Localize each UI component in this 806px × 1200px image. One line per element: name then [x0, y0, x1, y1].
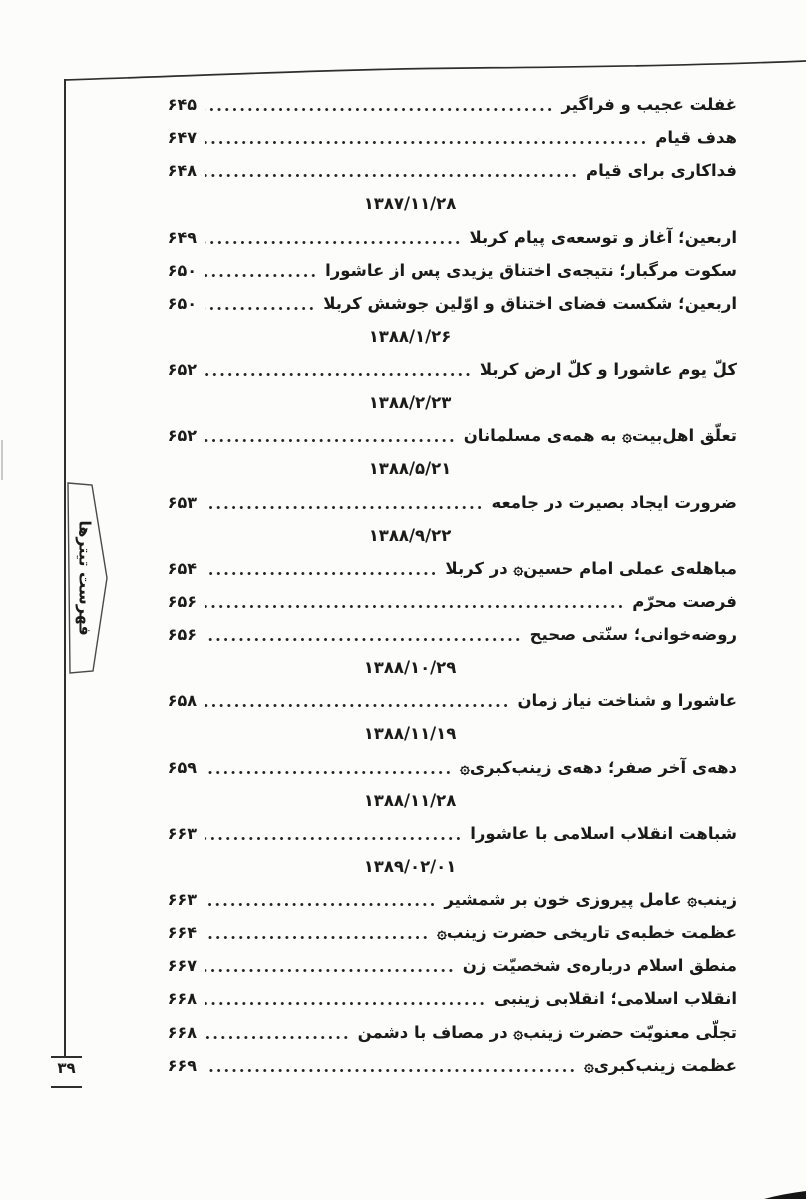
- toc-entry-title: مباهله‌ی عملی امام حسین۞ در کربلا: [445, 558, 737, 578]
- toc-entry-title: هدف قیام: [655, 128, 737, 148]
- toc-entry-row: [163, 552, 737, 585]
- toc-entry-page-number: ۶۵۴: [167, 558, 197, 578]
- toc-entry-page-number: ۶۶۸: [167, 1022, 197, 1042]
- dot-leader: [205, 306, 315, 311]
- toc-entry-row: [163, 287, 737, 320]
- toc-entry-title: شباهت انقلاب اسلامی با عاشورا: [470, 823, 737, 843]
- dot-leader: [205, 173, 578, 178]
- toc-entry-row: [163, 88, 737, 121]
- toc-entry-row: [163, 684, 737, 717]
- toc-entry-page-number: ۶۶۷: [167, 956, 197, 976]
- toc-entry-row: [163, 419, 737, 452]
- toc-entry-row: [163, 585, 737, 618]
- dot-leader: [205, 770, 452, 775]
- dot-leader: [205, 637, 522, 642]
- toc-entry-page-number: ۶۶۹: [167, 1055, 197, 1075]
- toc-entry-page-number: ۶۵۳: [167, 492, 197, 512]
- toc-entry-row: [163, 1049, 737, 1082]
- section-tab-label: فهرست تیترها: [75, 520, 95, 636]
- toc-entry-page-number: ۶۵۸: [167, 691, 197, 711]
- dot-leader: [205, 438, 456, 443]
- toc-entry-page-number: ۶۵۰: [167, 260, 197, 280]
- toc-entry-row: [163, 353, 737, 386]
- toc-entry-title: فداکاری برای قیام: [586, 161, 737, 181]
- toc-entry-row: [163, 618, 737, 651]
- dot-leader: [205, 1001, 486, 1006]
- toc-date-heading: ۱۳۸۸/۹/۲۲: [368, 525, 452, 545]
- dot-leader: [205, 703, 509, 708]
- scan-artifact-left-edge: [1, 440, 3, 480]
- page-top-rule: [0, 0, 806, 90]
- toc-entry-row: [163, 121, 737, 154]
- toc-entry-page-number: ۶۵۰: [167, 293, 197, 313]
- toc-entry-title: کلّ یوم عاشورا و کلّ ارض کربلا: [479, 360, 737, 380]
- dot-leader: [205, 902, 436, 907]
- toc-date-heading: ۱۳۸۸/۲/۲۳: [368, 393, 452, 413]
- dot-leader: [205, 836, 462, 841]
- toc-list: [163, 88, 737, 1082]
- toc-entry-title: تعلّق اهل‌بیت۞ به همه‌ی مسلمانان: [463, 426, 737, 446]
- toc-date-heading: ۱۳۸۸/۱۱/۲۸: [363, 790, 457, 810]
- dot-leader: [205, 968, 455, 973]
- dot-leader: [205, 240, 462, 245]
- toc-entry-row: [163, 751, 737, 784]
- toc-date-heading: ۱۳۸۸/۱۱/۱۹: [363, 724, 457, 744]
- toc-entry-row: [163, 486, 737, 519]
- toc-entry-page-number: ۶۶۳: [167, 823, 197, 843]
- toc-entry-title: تجلّی معنویّت حضرت زینب۞ در مصاف با دشمن: [357, 1022, 737, 1042]
- toc-entry-row: [163, 1016, 737, 1049]
- toc-entry-title: عاشورا و شناخت نیاز زمان: [517, 691, 737, 711]
- toc-entry-row: [163, 154, 737, 187]
- toc-entry-title: اربعین؛ شکست فضای اختناق و اوّلین جوشش کربلا: [323, 293, 737, 313]
- toc-entry-title: عظمت خطبه‌ی تاریخی حضرت زینب۞: [437, 923, 737, 943]
- dot-leader: [205, 273, 317, 278]
- toc-entry-row: [163, 916, 737, 949]
- toc-entry-page-number: ۶۴۵: [167, 95, 197, 115]
- dot-leader: [205, 140, 647, 145]
- dot-leader: [205, 571, 437, 576]
- toc-entry-page-number: ۶۶۴: [167, 923, 197, 943]
- toc-entry-row: [163, 883, 737, 916]
- toc-entry-row: [163, 982, 737, 1015]
- toc-entry-row: [163, 254, 737, 287]
- toc-entry-page-number: ۶۴۷: [167, 128, 197, 148]
- scan-artifact-bottom-right: [764, 1188, 806, 1200]
- folio-rule-bottom: [51, 1086, 82, 1088]
- toc-entry-page-number: ۶۵۹: [167, 757, 197, 777]
- toc-entry-page-number: ۶۶۸: [167, 989, 197, 1009]
- toc-date-heading: ۱۳۸۸/۱۰/۲۹: [363, 658, 457, 678]
- dot-leader: [205, 1068, 576, 1073]
- dot-leader: [205, 107, 553, 112]
- toc-entry-page-number: ۶۵۲: [167, 360, 197, 380]
- toc-entry-title: اربعین؛ آغاز و توسعه‌ی پیام کربلا: [469, 227, 737, 247]
- page-folio-number: ۳۹: [57, 1059, 76, 1077]
- toc-entry-title: سکوت مرگبار؛ نتیجه‌ی اختناق یزیدی پس از عاشورا: [325, 260, 737, 280]
- toc-date-heading: ۱۳۸۸/۵/۲۱: [368, 459, 452, 479]
- toc-entry-title: غفلت عجیب و فراگیر: [561, 95, 737, 115]
- toc-entry-row: [163, 949, 737, 982]
- toc-entry-page-number: ۶۵۶: [167, 625, 197, 645]
- toc-date-heading: ۱۳۸۷/۱۱/۲۸: [363, 194, 457, 214]
- toc-entry-title: انقلاب اسلامی؛ انقلابی زینبی: [494, 989, 737, 1009]
- toc-date-heading: ۱۳۸۹/۰۲/۰۱: [363, 856, 457, 876]
- dot-leader: [205, 604, 624, 609]
- toc-entry-title: ضرورت ایجاد بصیرت در جامعه: [491, 492, 737, 512]
- toc-entry-title: عظمت زینب‌کبری۞: [584, 1055, 737, 1075]
- dot-leader: [205, 505, 483, 510]
- toc-entry-row: [163, 221, 737, 254]
- toc-entry-page-number: ۶۵۶: [167, 591, 197, 611]
- toc-entry-row: [163, 817, 737, 850]
- toc-entry-title: فرصت محرّم: [632, 591, 737, 611]
- toc-entry-page-number: ۶۴۸: [167, 161, 197, 181]
- toc-entry-title: روضه‌خوانی؛ سنّتی صحیح: [529, 625, 737, 645]
- toc-entry-title: زینب۞ عامل پیروزی خون بر شمشیر: [444, 890, 737, 910]
- section-tab: [65, 481, 111, 675]
- toc-date-heading: ۱۳۸۸/۱/۲۶: [368, 326, 452, 346]
- toc-entry-title: منطق اسلام درباره‌ی شخصیّت زن: [462, 956, 737, 976]
- dot-leader: [205, 372, 472, 377]
- toc-entry-page-number: ۶۶۳: [167, 890, 197, 910]
- toc-entry-page-number: ۶۵۲: [167, 426, 197, 446]
- folio-rule-top: [51, 1056, 82, 1058]
- dot-leader: [205, 1035, 350, 1040]
- dot-leader: [205, 935, 429, 940]
- toc-entry-title: دهه‌ی آخر صفر؛ دهه‌ی زینب‌کبری۞: [460, 757, 737, 777]
- toc-entry-page-number: ۶۴۹: [167, 227, 197, 247]
